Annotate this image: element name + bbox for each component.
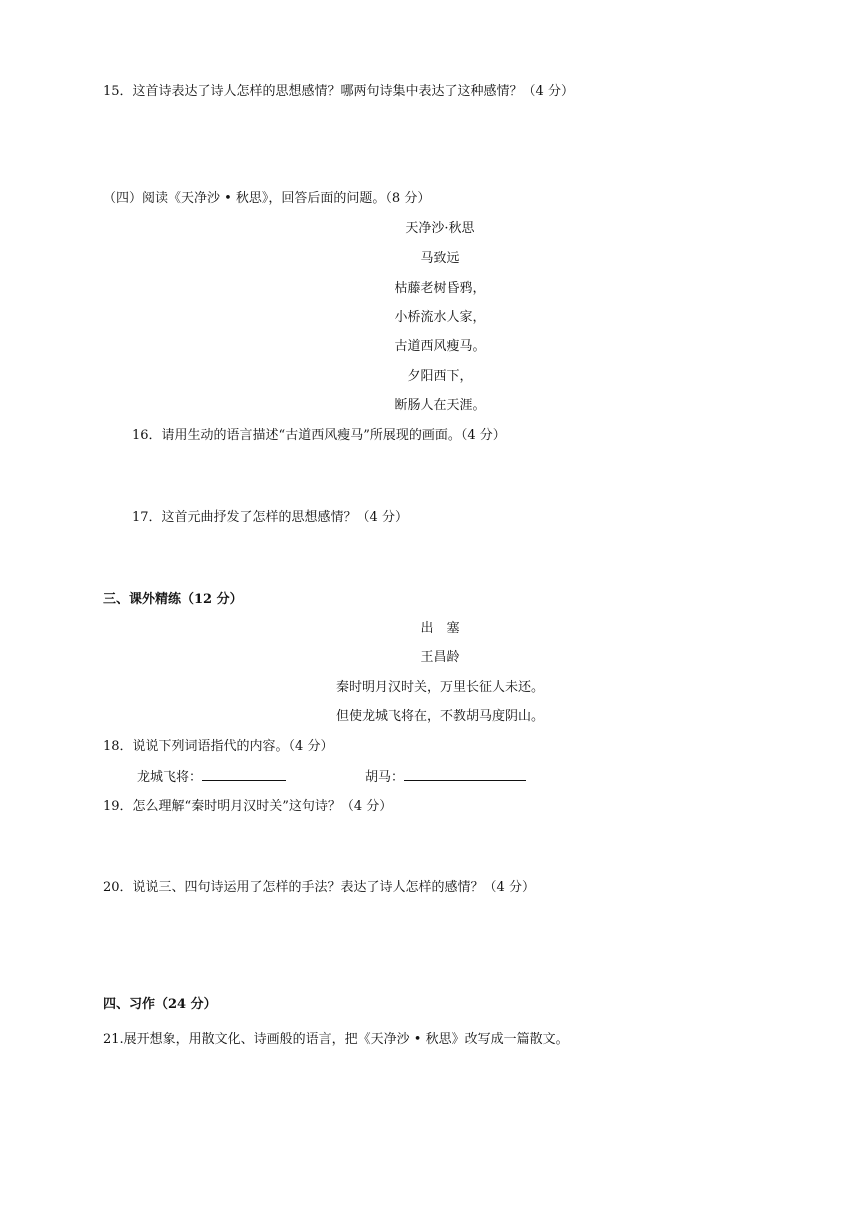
question-17: 17．这首元曲抒发了怎样的思想感情？（4 分） bbox=[132, 510, 408, 525]
question-15: 15．这首诗表达了诗人怎样的思想感情？哪两句诗集中表达了这种感情？（4 分） bbox=[103, 84, 574, 99]
answer-blank[interactable] bbox=[202, 768, 286, 781]
answer-blank[interactable] bbox=[404, 768, 526, 781]
question-20: 20．说说三、四句诗运用了怎样的手法？表达了诗人怎样的感情？（4 分） bbox=[103, 880, 535, 895]
poem-line: 断肠人在天涯。 bbox=[394, 398, 486, 413]
question-16: 16．请用生动的语言描述“古道西风瘦马”所展现的画面。（4 分） bbox=[132, 428, 506, 443]
part-4-heading: 四、习作（24 分） bbox=[103, 997, 217, 1012]
section-4-intro: （四）阅读《天净沙 • 秋思》，回答后面的问题。（8 分） bbox=[103, 191, 431, 206]
poem-author: 王昌龄 bbox=[420, 650, 460, 665]
term-longcheng bbox=[137, 768, 286, 786]
question-18: 18．说说下列词语指代的内容。（4 分） bbox=[103, 739, 334, 754]
question-21: 21.展开想象，用散文化、诗画般的语言，把《天净沙 • 秋思》改写成一篇散文。 bbox=[103, 1032, 569, 1047]
part-3-heading: 三、课外精练（12 分） bbox=[103, 592, 243, 607]
term-label: 龙城飞将： bbox=[137, 770, 203, 785]
term-huma bbox=[365, 768, 526, 786]
poem-line: 秦时明月汉时关，万里长征人未还。 bbox=[335, 680, 544, 695]
poem-line: 夕阳西下， bbox=[407, 369, 473, 384]
poem-line: 枯藤老树昏鸦， bbox=[394, 281, 486, 296]
poem-line: 古道西风瘦马。 bbox=[394, 339, 486, 354]
poem-author: 马致远 bbox=[420, 251, 460, 266]
term-label: 胡马： bbox=[365, 770, 405, 785]
question-19: 19．怎么理解“秦时明月汉时关”这句诗？（4 分） bbox=[103, 799, 393, 814]
poem-title: 天净沙·秋思 bbox=[405, 221, 475, 236]
poem-line: 小桥流水人家， bbox=[394, 310, 486, 325]
poem-line: 但使龙城飞将在，不教胡马度阴山。 bbox=[335, 709, 544, 724]
poem-title: 出 塞 bbox=[420, 621, 460, 636]
